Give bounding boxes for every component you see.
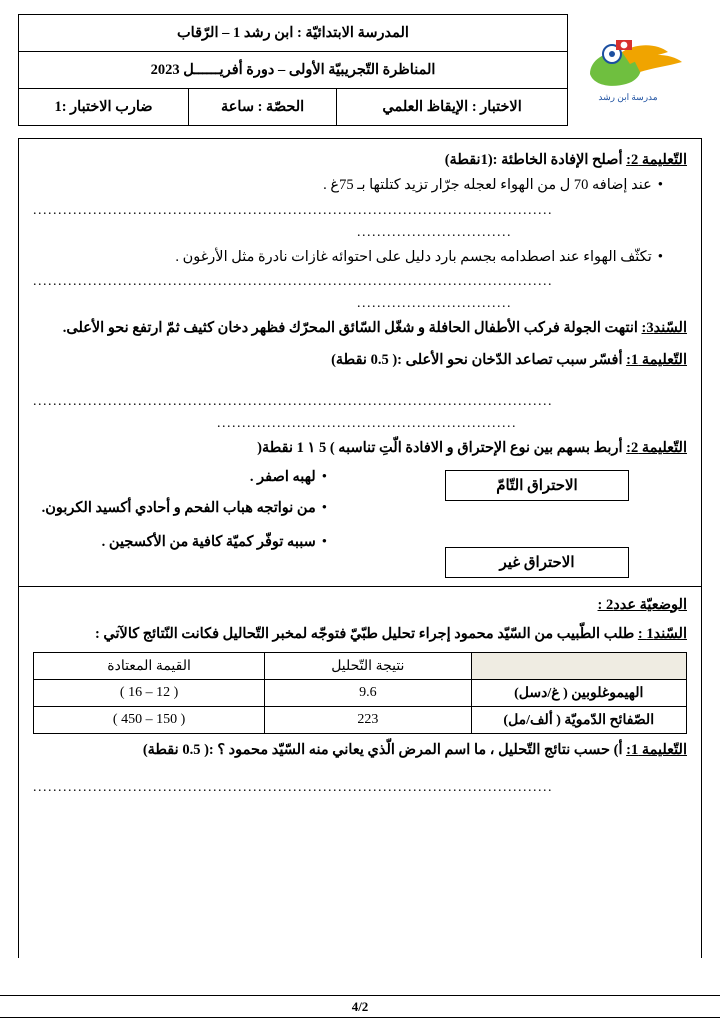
statement-item-1: [33, 175, 687, 197]
match-statement-3: [33, 532, 387, 554]
match-statement-1: [33, 467, 387, 489]
header-duration: الحصّة : ساعة: [189, 89, 337, 126]
instruction-1b-title: التّعليمة 1:: [626, 742, 687, 758]
dotted-line: ...............................: [357, 296, 512, 312]
dotted-line: ...............................: [357, 224, 512, 240]
cell-hemoglobin-normal: ( 12 – 16 ): [34, 680, 265, 707]
answer-line-6[interactable]: [33, 416, 687, 432]
answer-line-2[interactable]: [33, 225, 687, 241]
support-1-title: السّند1 :: [637, 626, 687, 643]
instruction-2b-heading: [33, 438, 687, 460]
header-school: المدرسة الابتدائيّة : ابن رشد 1 – الرّقاب: [19, 15, 568, 52]
match-box-incomplete-combustion[interactable]: الاحتراق غير: [445, 547, 629, 578]
match-statement-2: [33, 498, 387, 520]
instruction-1-text: أفسّر سبب تصاعد الدّخان نحو الأعلى :( 0.5 نقطة): [331, 352, 623, 368]
table-header-normal-value: القيمة المعتادة: [34, 653, 265, 680]
situation-2-title: الوضعيّة عدد2 :: [597, 596, 687, 613]
support-1-text: طلب الطّبيب من السّيّد محمود إجراء تحليل طبّيّ فتوجّه لمخبر التّحاليل فكانت النّتائج كالآتي :: [94, 626, 635, 643]
instruction-2-text: أصلح الإفادة الخاطئة :(1نقطة): [444, 152, 623, 168]
table-header-row: [34, 653, 687, 680]
bullet-icon: •: [657, 248, 663, 265]
cell-platelets-name: الصّفائح الدّمويّة ( ألف/مل): [471, 707, 686, 734]
answer-line-3[interactable]: [33, 274, 687, 290]
matching-statements: [33, 464, 387, 557]
header-coefficient: ضارب الاختبار :1: [19, 89, 189, 126]
statement-item-2: [33, 247, 687, 269]
instruction-2-title: التّعليمة 2:: [626, 152, 687, 168]
svg-text:مدرسة ابن رشد: مدرسة ابن رشد: [598, 92, 658, 102]
support-3-title: السّند3:: [641, 320, 687, 337]
support-1: [33, 624, 687, 646]
table-header-analysis-name: [471, 653, 686, 680]
instruction-2b-title: التّعليمة 2:: [626, 439, 687, 456]
cell-hemoglobin-name: الهيموغلوبين ( غ/دسل): [471, 680, 686, 707]
dotted-line: ........................................................................................................: [33, 274, 553, 290]
answer-line-7[interactable]: [33, 780, 687, 796]
header-subject: الاختبار : الإيقاظ العلمي: [337, 89, 568, 126]
cell-platelets-result: 223: [265, 707, 471, 734]
bullet-icon: •: [321, 468, 327, 485]
support-3: [33, 318, 687, 340]
cell-platelets-normal: ( 150 – 450 ): [34, 707, 265, 734]
dotted-line: ........................................................................................................: [33, 393, 553, 409]
match-box-complete-combustion[interactable]: الاحتراق التّامّ: [445, 470, 629, 501]
document-header: [18, 14, 702, 126]
instruction-1-heading: [33, 350, 687, 372]
document-footer: [0, 995, 720, 1018]
school-logo-icon: [572, 34, 690, 106]
instruction-2-heading: [33, 150, 687, 172]
header-table: [18, 14, 568, 126]
match-statement-2-text: من نواتجه هباب الفحم و أحادي أكسيد الكربون.: [41, 500, 316, 517]
dotted-line: ........................................................................................................: [33, 202, 553, 218]
header-exam: المناظرة التّجريبيّة الأولى – دورة أفريــــــل 2023: [19, 52, 568, 89]
answer-line-5[interactable]: [33, 394, 687, 410]
school-logo: [568, 14, 694, 126]
bullet-icon: •: [321, 534, 327, 550]
exam-body: [18, 138, 702, 958]
instruction-2b-text: أربط بسهم بين نوع الإحتراق و الافادة الّتِ تناسبه ) 5 ١ 1 نقطة(: [257, 439, 623, 456]
matching-boxes: [387, 464, 687, 578]
cell-hemoglobin-result: 9.6: [265, 680, 471, 707]
bullet-icon: •: [321, 500, 327, 517]
dotted-line: ........................................................................................................: [33, 779, 553, 795]
instruction-1-title: التّعليمة 1:: [626, 352, 687, 368]
section-divider: [19, 586, 701, 587]
matching-exercise: [33, 464, 687, 578]
match-statement-1-text: لهبه اصفر .: [249, 468, 316, 485]
match-statement-3-text: سببه توفّر كميّة كافية من الأكسجين .: [101, 534, 316, 550]
answer-line-1[interactable]: [33, 203, 687, 219]
table-header-result: نتيجة التّحليل: [265, 653, 471, 680]
instruction-1b-text: أ) حسب نتائج التّحليل ، ما اسم المرض الّذي يعاني منه السّيّد محمود ؟ :( 0.5 نقطة): [142, 742, 623, 758]
dotted-line: ............................................................: [217, 415, 517, 431]
instruction-1b-heading: [33, 740, 687, 762]
situation-2-heading: [33, 595, 687, 617]
page-number: 4/2: [351, 999, 369, 1014]
table-row: [34, 707, 687, 734]
answer-line-4[interactable]: [33, 296, 687, 312]
statement-item-1-text: عند إضافه 70 ل من الهواء لعجله جرّار تزيد كتلتها بـ 75غ .: [323, 176, 652, 193]
bullet-icon: •: [657, 176, 663, 193]
results-table: [33, 652, 687, 734]
support-3-text: انتهت الجولة فركب الأطفال الحافلة و شغّل السّائق المحرّك فظهر دخان كثيف ثمّ ارتفع نحو الأعلى.: [62, 320, 638, 337]
statement-item-2-text: تكثّف الهواء عند اصطدامه بجسم بارد دليل على احتوائه غازات نادرة مثل الأرغون .: [175, 248, 652, 265]
table-row: [34, 680, 687, 707]
